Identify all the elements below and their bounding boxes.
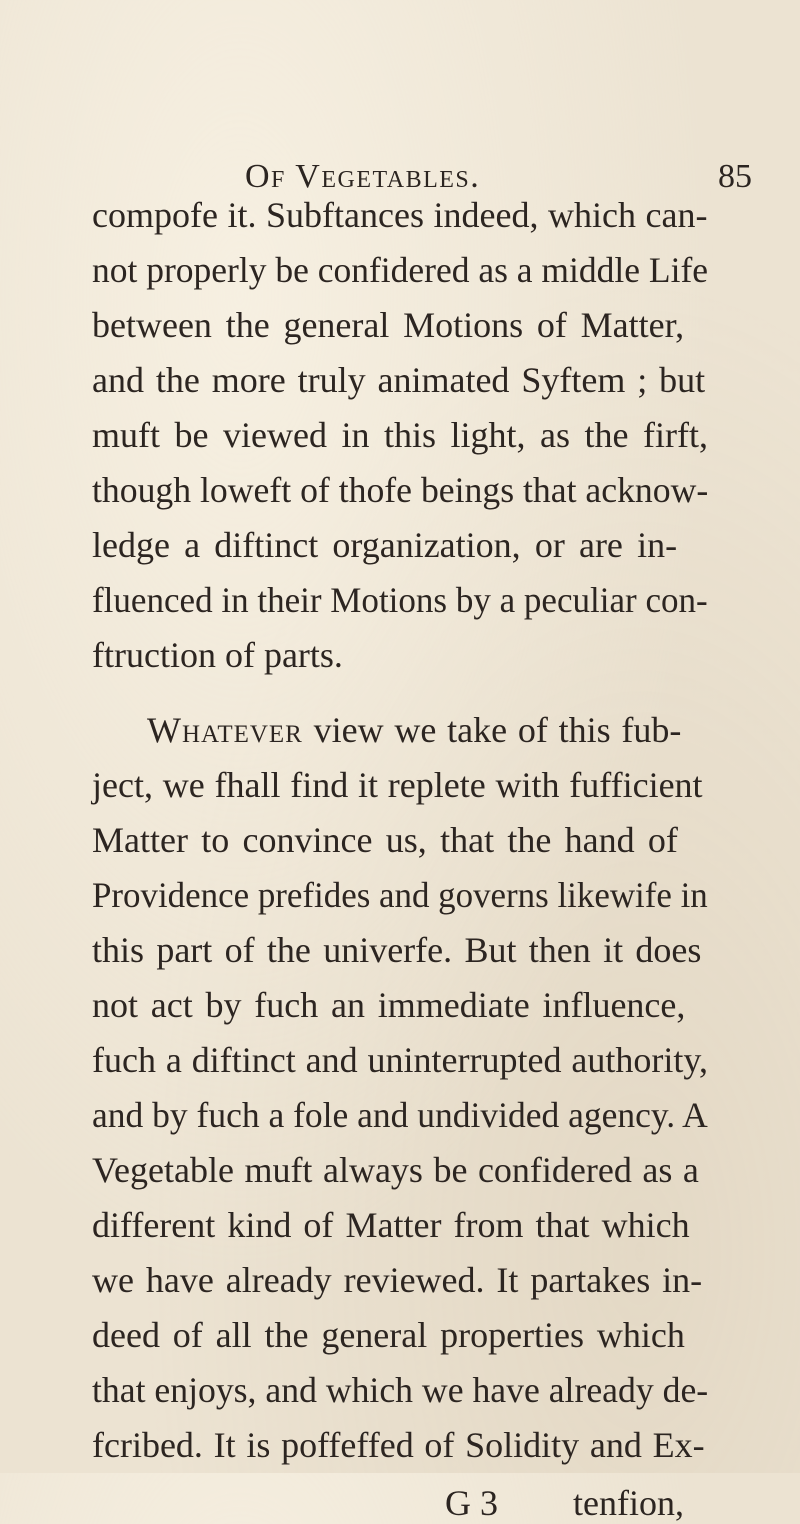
text-line: this part of the univerfe. But then it does [92,930,702,970]
text-line: fuch a diftinct and uninterrupted authority, [92,1040,708,1080]
text-line: deed of all the general properties which [92,1315,685,1355]
text-line: fluenced in their Motions by a peculiar con- [92,580,708,620]
text-line: and the more truly animated Syftem ; but [92,360,706,400]
catchword: tenfion, [573,1483,684,1523]
lead-word: Whatever [147,710,303,750]
signature-mark: G 3 [445,1483,498,1523]
text-line-first [147,712,681,748]
text-line: muft be viewed in this light, as the firft, [92,415,708,455]
text-line: different kind of Matter from that which [92,1205,690,1245]
text-line: we have already reviewed. It partakes in- [92,1260,703,1300]
text-line: Vegetable muft always be confidered as a [92,1150,699,1190]
page-number: 85 [718,158,752,195]
text-line: between the general Motions of Matter, [92,305,685,345]
text-line: though loweft of thofe beings that acknow- [92,470,709,510]
first-line-rest: view we take of this fub- [313,710,682,750]
text-line: compofe it. Subftances indeed, which can- [92,195,708,235]
text-line: ject, we fhall find it replete with fufficient [92,765,703,805]
text-line: ftruction of parts. [92,635,343,675]
running-title: Of Vegetables. [245,158,481,195]
text-line: not properly be confidered as a middle Life [92,250,709,290]
text-line: not act by fuch an immediate influence, [92,985,686,1025]
text-line: ledge a diftinct organization, or are in- [92,525,678,565]
text-line: fcribed. It is poffeffed of Solidity and Ex- [92,1425,705,1465]
text-line: and by fuch a fole and undivided agency. A [92,1095,708,1135]
text-line: Matter to convince us, that the hand of [92,820,678,860]
text-line: that enjoys, and which we have already de- [92,1370,709,1410]
text-line: Providence prefides and governs likewife in [92,875,708,915]
